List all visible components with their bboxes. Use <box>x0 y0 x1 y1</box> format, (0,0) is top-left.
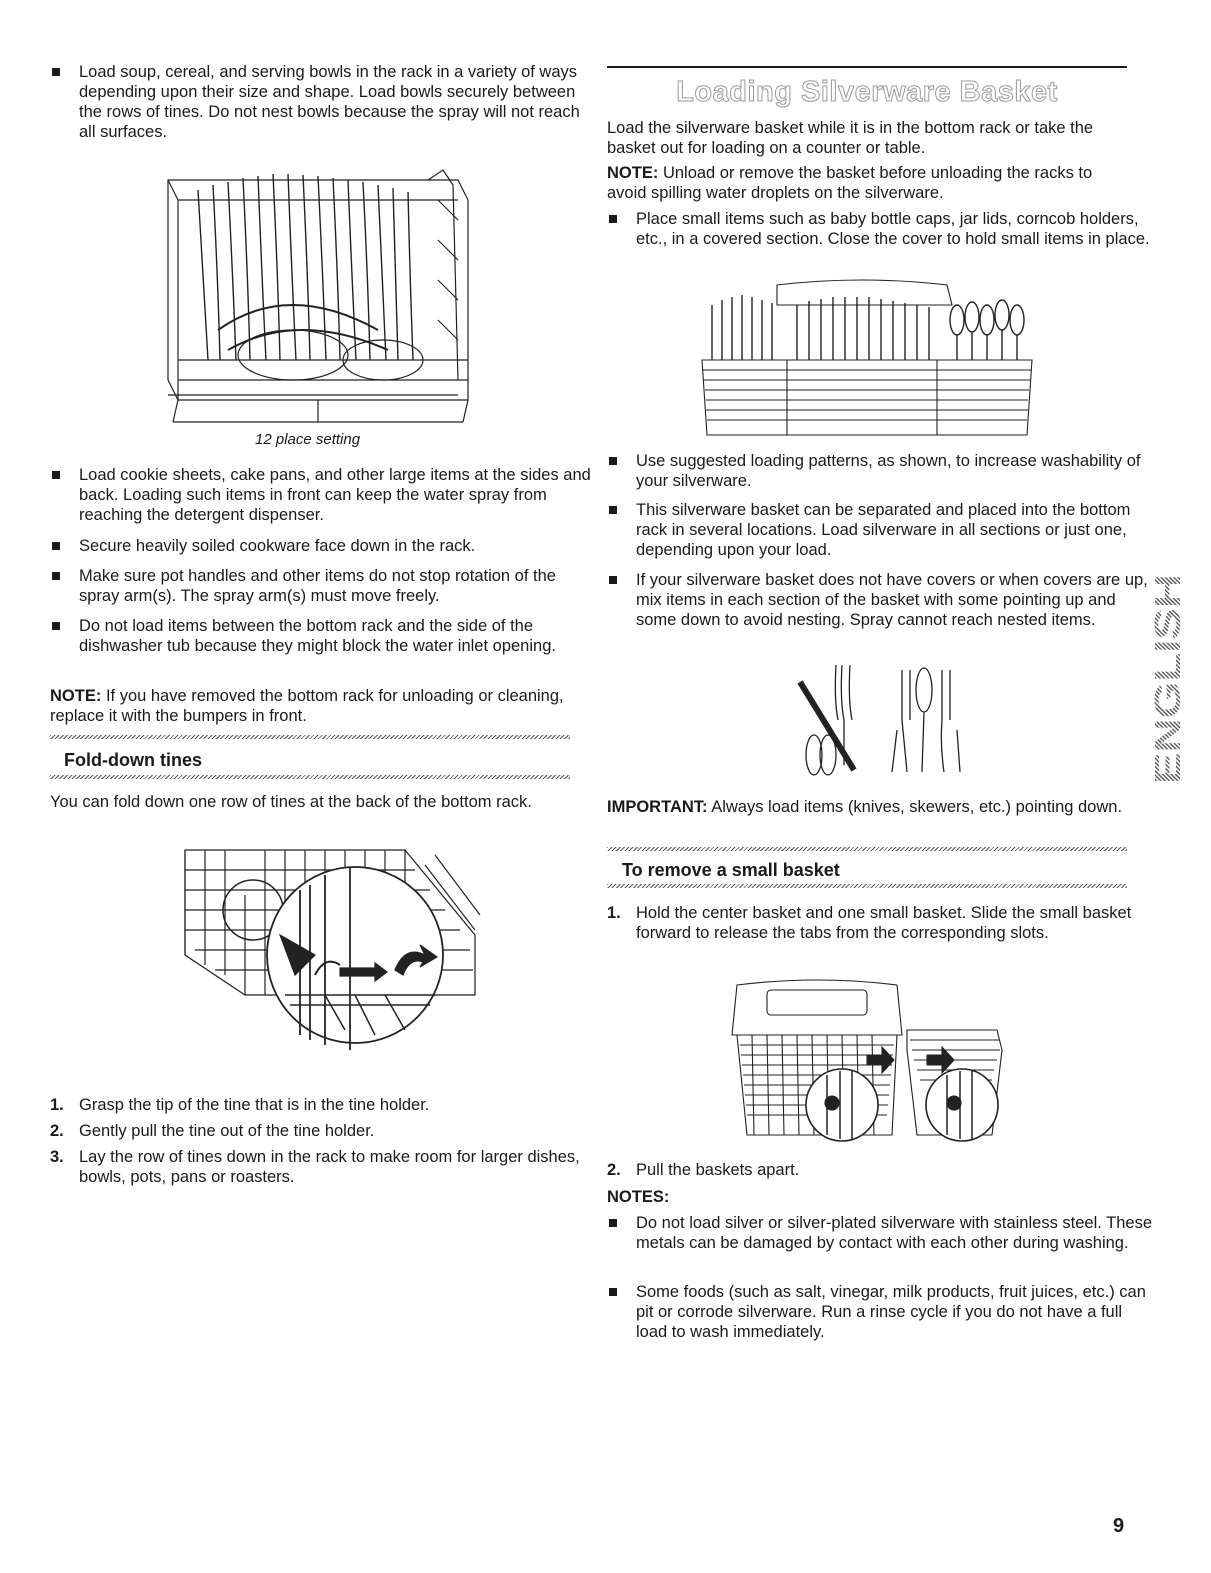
bullet-marker <box>52 572 60 580</box>
language-side-tab <box>1147 570 1188 788</box>
note-label: NOTE: <box>607 164 659 182</box>
bullet-marker <box>52 471 60 479</box>
figure-caption: 12 place setting <box>255 431 361 448</box>
remove-small-basket-illustration <box>732 975 1012 1150</box>
bullet-marker <box>609 215 617 223</box>
bullet-marker <box>609 1219 617 1227</box>
step-number: 2. <box>607 1161 621 1179</box>
step-text: Pull the baskets apart. <box>636 1161 800 1179</box>
bullet-text: Load soup, cereal, and serving bowls in the rack in a variety of ways depending upon their size and shape. Load bowls securely between the rows of tines. Do not nest bowls because the spray will not reach all surfaces. <box>79 63 580 141</box>
step-number: 2. <box>50 1122 64 1140</box>
list-item <box>607 500 1156 560</box>
dish-rack-illustration <box>158 160 488 425</box>
step-text: Hold the center basket and one small basket. Slide the small basket forward to release the tabs from the corresponding slots. <box>636 904 1132 942</box>
list-item <box>50 536 599 556</box>
bullet-text: Secure heavily soiled cookware face down in the rack. <box>79 537 476 555</box>
hatch-divider <box>607 884 1127 888</box>
fold-down-tines-illustration <box>175 845 495 1070</box>
bullet-text: Some foods (such as salt, vinegar, milk products, fruit juices, etc.) can pit or corrode silverware. Run a rinse cycle if you do not have a full load to wash immediately. <box>636 1283 1146 1341</box>
bullet-marker <box>609 576 617 584</box>
note-label: NOTE: <box>50 687 102 705</box>
intro-text: Load the silverware basket while it is in the bottom rack or take the basket out for loading on a counter or table. <box>607 119 1094 157</box>
bullet-text: Do not load items between the bottom rack and the side of the dishwasher tub because they might block the water inlet opening. <box>79 617 556 655</box>
section-rule <box>607 66 1127 68</box>
utensil-orientation-illustration <box>792 660 972 780</box>
bullet-marker <box>609 1288 617 1296</box>
bullet-marker <box>52 68 60 76</box>
important-paragraph <box>607 797 1127 817</box>
note-paragraph <box>607 163 1127 203</box>
list-item <box>50 62 599 142</box>
fold-intro-text: You can fold down one row of tines at the back of the bottom rack. <box>50 793 532 811</box>
hatch-divider <box>50 735 570 739</box>
note-paragraph <box>50 686 570 726</box>
list-item <box>607 209 1156 249</box>
list-item <box>50 465 599 525</box>
bullet-marker <box>52 622 60 630</box>
note-text: If you have removed the bottom rack for unloading or cleaning, replace it with the bumpers in front. <box>50 687 564 725</box>
bullet-marker <box>52 542 60 550</box>
step-item <box>607 903 1156 943</box>
step-item <box>50 1121 599 1141</box>
hatch-divider <box>50 775 570 779</box>
list-item <box>607 1282 1156 1342</box>
bullet-marker <box>609 457 617 465</box>
step-text: Gently pull the tine out of the tine holder. <box>79 1122 375 1140</box>
page-number: 9 <box>1113 1515 1125 1537</box>
note-text: Unload or remove the basket before unloading the racks to avoid spilling water droplets on the silverware. <box>607 164 1093 202</box>
list-item <box>50 566 599 606</box>
hatch-divider <box>607 847 1127 851</box>
important-label: IMPORTANT: <box>607 798 708 816</box>
bullet-text: If your silverware basket does not have covers or when covers are up, mix items in each section of the basket with some pointing up and some down to avoid nesting. Spray cannot reach nested items. <box>636 571 1148 629</box>
step-number: 1. <box>50 1096 64 1114</box>
list-item <box>607 1213 1156 1253</box>
step-number: 3. <box>50 1148 64 1166</box>
bullet-text: Do not load silver or silver-plated silverware with stainless steel. These metals can be damaged by contact with each other during washing. <box>636 1214 1152 1252</box>
section-heading-fold-down-tines: Fold-down tines <box>64 750 202 770</box>
side-tab-graphic <box>1147 570 1188 788</box>
section-heading-remove-small-basket: To remove a small basket <box>622 860 840 880</box>
bullet-text: Place small items such as baby bottle caps, jar lids, corncob holders, etc., in a covered section. Close the cover to hold small items in place. <box>636 210 1150 248</box>
step-text: Grasp the tip of the tine that is in the tine holder. <box>79 1096 430 1114</box>
list-item <box>607 570 1156 630</box>
bullet-text: This silverware basket can be separated and placed into the bottom rack in several locations. Load silverware in all sections or just one, depending upon your load. <box>636 501 1131 559</box>
bullet-text: Load cookie sheets, cake pans, and other large items at the sides and back. Loading such items in front can keep the water spray from reaching the detergent dispenser. <box>79 466 591 524</box>
step-text: Lay the row of tines down in the rack to make room for larger dishes, bowls, pots, pans or roasters. <box>79 1148 580 1186</box>
list-item <box>607 451 1156 491</box>
step-item <box>50 1147 599 1187</box>
bullet-marker <box>609 506 617 514</box>
step-item <box>607 1160 1156 1180</box>
side-tab-text: ENGLISH <box>1147 623 1188 784</box>
notes-label: NOTES: <box>607 1188 670 1206</box>
bullet-text: Make sure pot handles and other items do not stop rotation of the spray arm(s). The spray arm(s) must move freely. <box>79 567 556 605</box>
step-number: 1. <box>607 904 621 922</box>
list-item <box>50 616 599 656</box>
silverware-basket-illustration <box>697 275 1037 440</box>
bullet-text: Use suggested loading patterns, as shown, to increase washability of your silverware. <box>636 452 1141 490</box>
important-text: Always load items (knives, skewers, etc.) pointing down. <box>711 798 1123 816</box>
step-item <box>50 1095 599 1115</box>
section-title-loading-silverware-basket: Loading Silverware Basket <box>676 76 1058 108</box>
